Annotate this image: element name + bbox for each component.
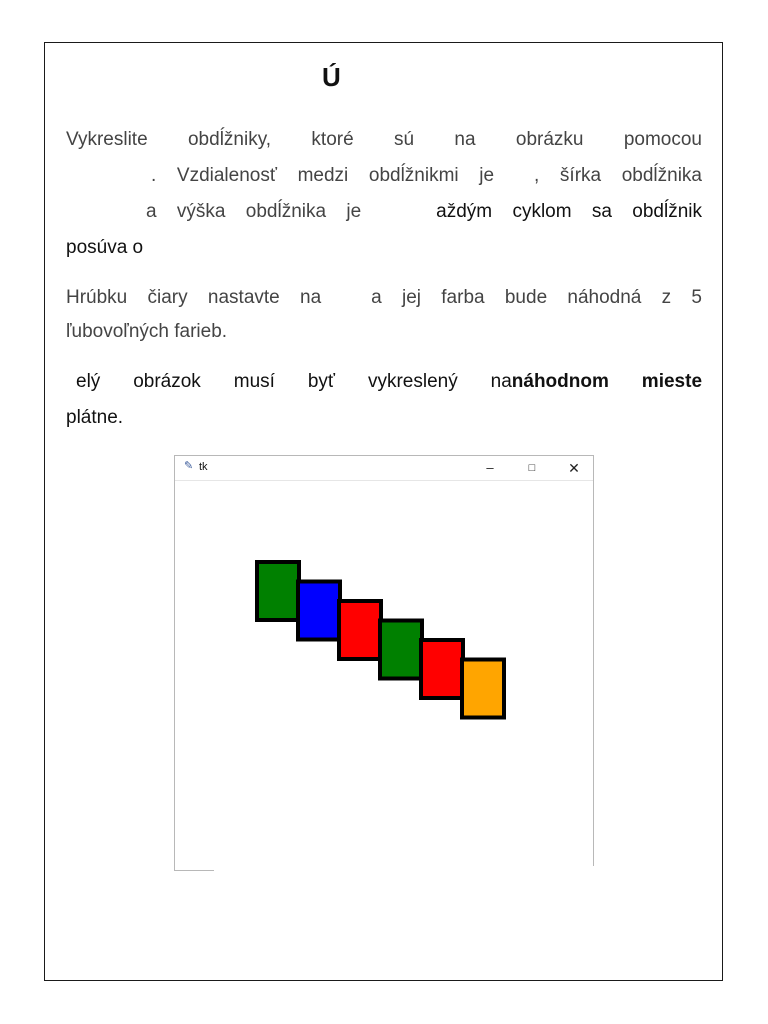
para2-line1a: Hrúbku čiary nastavte na (66, 287, 322, 308)
rectangle-1 (257, 562, 299, 620)
rectangle-4 (380, 621, 422, 679)
tk-window (174, 455, 594, 871)
para1-line2 (66, 158, 702, 194)
rectangle-6 (462, 660, 504, 718)
para3-line2: plátne. (66, 407, 124, 428)
tk-titlebar (175, 456, 593, 481)
para2-line1 (66, 280, 702, 316)
para2-line1b: a jej farba bude náhodná z 5 (371, 287, 702, 308)
maximize-button[interactable]: □ (528, 462, 536, 474)
rectangle-3 (339, 601, 381, 659)
para3-line1a: elý obrázok musí byť vykreslený na (76, 371, 512, 392)
para1-line2a: . Vzdialenosť medzi obdĺžnikmi je (151, 165, 495, 186)
para1-line2b: , šírka obdĺžnika (534, 165, 702, 186)
para1-line1: Vykreslite obdĺžniky, ktoré sú na obrázku pomocou (66, 129, 702, 150)
tk-window-title: tk (199, 461, 208, 473)
para2-line2: ľubovoľných farieb. (66, 321, 228, 342)
minimize-button[interactable]: – (486, 460, 494, 475)
feather-icon: ✎ (184, 460, 194, 472)
close-button[interactable]: ✕ (568, 460, 580, 476)
para1-line3b: aždým cyklom sa obdĺžnik (436, 201, 702, 222)
para1-line4: posúva o (66, 237, 144, 258)
tk-canvas (175, 481, 593, 870)
para3-line1 (66, 364, 702, 400)
para3-line1b: náhodnom mieste (511, 371, 703, 392)
page-title: Ú (322, 62, 341, 92)
rectangle-5 (421, 640, 463, 698)
rectangle-2 (298, 582, 340, 640)
para1-line3 (66, 194, 702, 230)
para1-line3a: a výška obdĺžnika je (146, 201, 362, 222)
cropped-text-strip (214, 866, 594, 874)
